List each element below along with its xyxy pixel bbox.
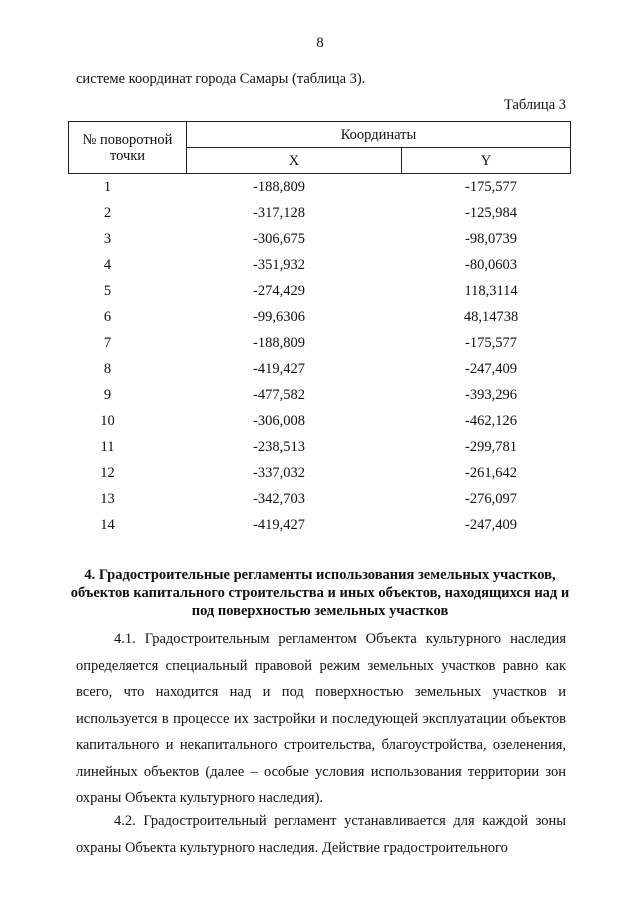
cell-x: -274,429 [253, 282, 306, 299]
table-row [69, 460, 571, 486]
table-body [69, 174, 571, 539]
table-row [69, 486, 571, 512]
cell-x: -337,032 [253, 464, 306, 481]
table-row [69, 252, 571, 278]
table-row [69, 226, 571, 252]
cell-x: -188,809 [253, 178, 306, 195]
intro-text: системе координат города Самары (таблица 3). [76, 71, 366, 87]
table-row [69, 174, 571, 201]
section-heading: 4. Градостроительные регламенты использования земельных участков, объектов капитального строительства и иных объектов, находящихся над и под поверхностью земельных участков [70, 567, 570, 619]
cell-y: -175,577 [465, 178, 518, 195]
cell-point-number: 10 [100, 412, 115, 429]
cell-x: -419,427 [253, 360, 306, 377]
cell-y: -462,126 [465, 412, 518, 429]
header-coordinates: Координаты [187, 122, 571, 148]
table-row [69, 200, 571, 226]
header-point-number: № поворотной точки [69, 122, 187, 174]
cell-y: -247,409 [465, 360, 518, 377]
table-row [69, 356, 571, 382]
cell-point-number: 9 [103, 386, 112, 403]
cell-x: -317,128 [253, 204, 306, 221]
cell-point-number: 1 [103, 178, 112, 195]
cell-y: -276,097 [465, 490, 518, 507]
cell-x: -342,703 [253, 490, 306, 507]
cell-x: -351,932 [253, 256, 306, 273]
paragraph-4-2: 4.2. Градостроительный регламент устанавливается для каждой зоны охраны Объекта культурного наследия. Действие градостроительного [76, 813, 566, 856]
cell-y: -261,642 [465, 464, 518, 481]
cell-x: -99,6306 [253, 308, 306, 325]
cell-x: -238,513 [253, 438, 306, 455]
cell-point-number: 3 [103, 230, 112, 247]
cell-y: 118,3114 [464, 282, 518, 299]
cell-point-number: 6 [103, 308, 112, 325]
cell-y: -175,577 [465, 334, 518, 351]
cell-point-number: 12 [100, 464, 115, 481]
cell-x: -306,008 [253, 412, 306, 429]
table-row [69, 330, 571, 356]
table-row [69, 382, 571, 408]
table-row [69, 512, 571, 538]
cell-point-number: 2 [103, 204, 112, 221]
cell-point-number: 4 [103, 256, 112, 273]
table-caption: Таблица 3 [503, 97, 566, 113]
header-y: Y [402, 148, 571, 174]
cell-y: -80,0603 [465, 256, 518, 273]
cell-x: -188,809 [253, 334, 306, 351]
cell-point-number: 13 [100, 490, 115, 507]
table-row [69, 408, 571, 434]
paragraph-4-1: 4.1. Градостроительным регламентом Объекта культурного наследия определяется специальный правовой режим земельных участков равно как всего, что находится над и под поверхностью земельных участков и используется в процессе их застройки и последующей эксплуатации объектов капитального и некапитального строительства, благоустройства, озеленения, линейных объектов (далее – особые условия использования территории зон охраны Объекта культурного наследия). [76, 631, 566, 806]
cell-point-number: 11 [100, 438, 115, 455]
table-row [69, 278, 571, 304]
cell-y: 48,14738 [463, 308, 519, 325]
cell-y: -299,781 [465, 438, 518, 455]
cell-x: -306,675 [253, 230, 306, 247]
cell-y: -98,0739 [465, 230, 518, 247]
cell-point-number: 5 [103, 282, 112, 299]
cell-x: -477,582 [253, 386, 306, 403]
cell-point-number: 7 [103, 334, 112, 351]
table-row [69, 434, 571, 460]
cell-y: -247,409 [465, 516, 518, 533]
cell-point-number: 8 [103, 360, 112, 377]
header-x: X [187, 148, 402, 174]
cell-x: -419,427 [253, 516, 306, 533]
cell-point-number: 14 [100, 516, 115, 533]
cell-y: -125,984 [465, 204, 518, 221]
page-number: 8 [316, 35, 324, 51]
table-row [69, 304, 571, 330]
cell-y: -393,296 [465, 386, 518, 403]
coordinates-table [68, 121, 571, 538]
